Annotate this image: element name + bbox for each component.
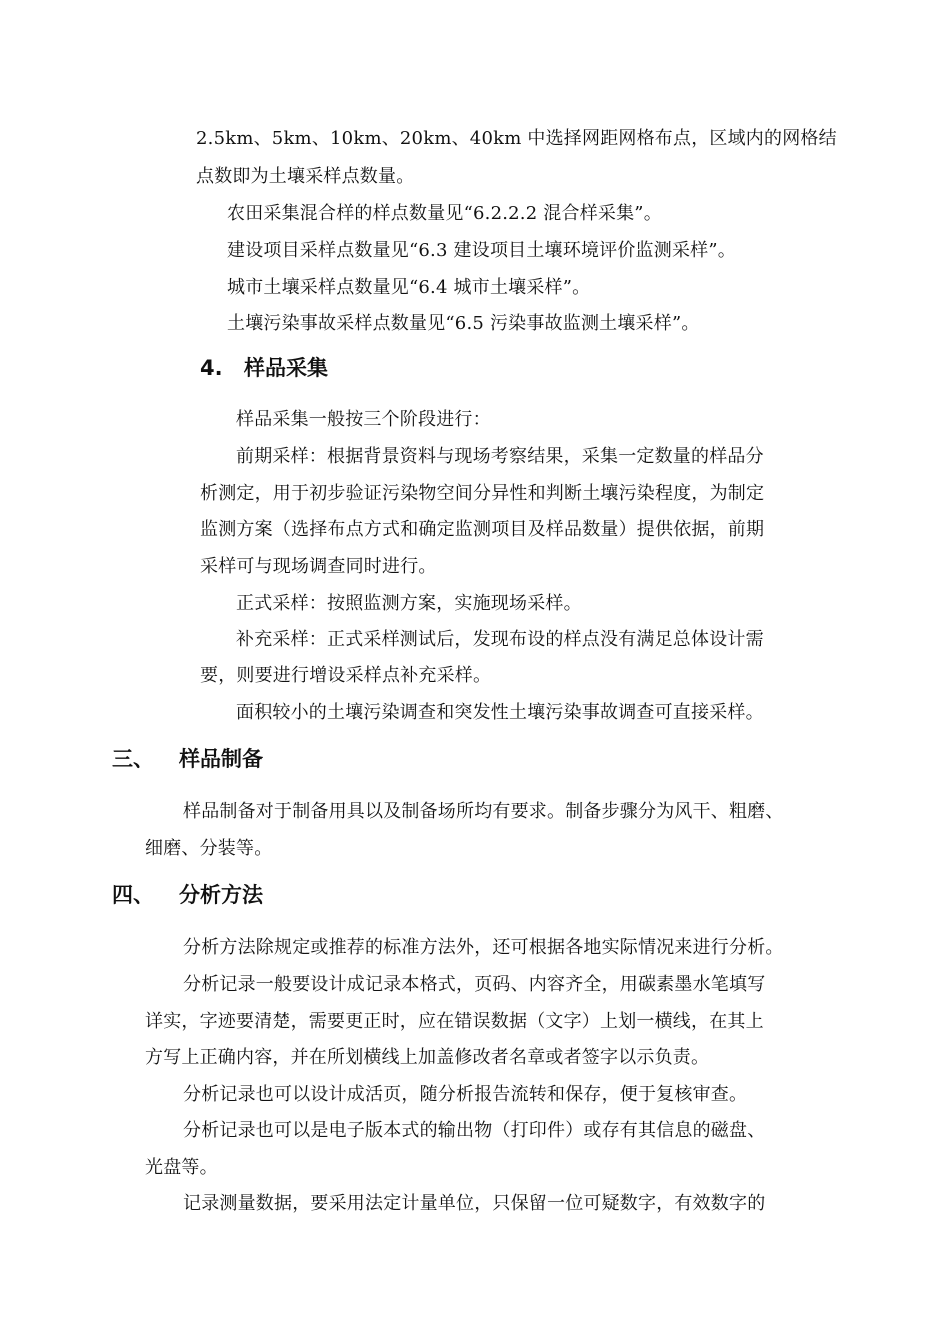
intro-farmland: 农田采集混合样的样点数量见“6.2.2.2 混合样采集”。 bbox=[227, 203, 662, 224]
intro-urban: 城市土壤采样点数量见“6.4 城市土壤采样”。 bbox=[227, 277, 591, 298]
intro-construction: 建设项目采样点数量见“6.3 建设项目土壤环境评价监测采样”。 bbox=[227, 240, 736, 261]
section-3-title: 样品制备 bbox=[179, 747, 263, 771]
analysis-record-line-1: 分析记录一般要设计成记录本格式，页码、内容齐全，用碳素墨水笔填写 bbox=[183, 974, 766, 995]
analysis-measurement: 记录测量数据，要采用法定计量单位，只保留一位可疑数字，有效数字的 bbox=[183, 1193, 766, 1214]
section-four-number: 四、 bbox=[112, 883, 154, 907]
analysis-loose-leaf: 分析记录也可以设计成活页，随分析报告流转和保存，便于复核审查。 bbox=[183, 1084, 748, 1105]
supplementary-line-2: 要，则要进行增设采样点补充采样。 bbox=[200, 665, 492, 686]
supplementary-line-1: 补充采样：正式采样测试后，发现布设的样点没有满足总体设计需 bbox=[236, 629, 764, 650]
sampling-stages: 样品采集一般按三个阶段进行： bbox=[236, 409, 491, 430]
analysis-p1: 分析方法除规定或推荐的标准方法外，还可根据各地实际情况来进行分析。 bbox=[183, 937, 784, 958]
section-four-heading bbox=[112, 881, 263, 909]
intro-accident: 土壤污染事故采样点数量见“6.5 污染事故监测土壤采样”。 bbox=[227, 313, 700, 334]
section-4-number: 4. bbox=[200, 356, 223, 380]
small-area-note: 面积较小的土壤污染调查和突发性土壤污染事故调查可直接采样。 bbox=[236, 702, 764, 723]
analysis-record-line-2: 详实，字迹要清楚，需要更正时，应在错误数据（文字）上划一横线，在其上 bbox=[145, 1011, 764, 1032]
analysis-electronic-line-1: 分析记录也可以是电子版本式的输出物（打印件）或存有其信息的磁盘、 bbox=[183, 1120, 766, 1141]
section-3-number: 三、 bbox=[112, 747, 154, 771]
preparation-line-2: 细磨、分装等。 bbox=[145, 838, 273, 859]
analysis-record-line-3: 方写上正确内容，并在所划横线上加盖修改者名章或者签字以示负责。 bbox=[145, 1047, 710, 1068]
preparation-line-1: 样品制备对于制备用具以及制备场所均有要求。制备步骤分为风干、粗磨、 bbox=[183, 801, 784, 822]
intro-line-2: 点数即为土壤采样点数量。 bbox=[196, 166, 415, 187]
intro-line-1: 2.5km、5km、10km、20km、40km 中选择网距网格布点，区域内的网格结 bbox=[196, 128, 837, 149]
section-4-title: 样品采集 bbox=[244, 356, 328, 380]
pre-sampling-line-2: 析测定，用于初步验证污染物空间分异性和判断土壤污染程度，为制定 bbox=[200, 483, 765, 504]
section-four-title: 分析方法 bbox=[179, 883, 263, 907]
pre-sampling-line-4: 采样可与现场调查同时进行。 bbox=[200, 556, 437, 577]
analysis-electronic-line-2: 光盘等。 bbox=[145, 1157, 218, 1178]
pre-sampling-line-1: 前期采样：根据背景资料与现场考察结果，采集一定数量的样品分 bbox=[236, 446, 764, 467]
pre-sampling-line-3: 监测方案（选择布点方式和确定监测项目及样品数量）提供依据，前期 bbox=[200, 519, 765, 540]
section-4-heading bbox=[200, 354, 328, 382]
formal-sampling: 正式采样：按照监测方案，实施现场采样。 bbox=[236, 593, 582, 614]
section-3-heading bbox=[112, 745, 263, 773]
